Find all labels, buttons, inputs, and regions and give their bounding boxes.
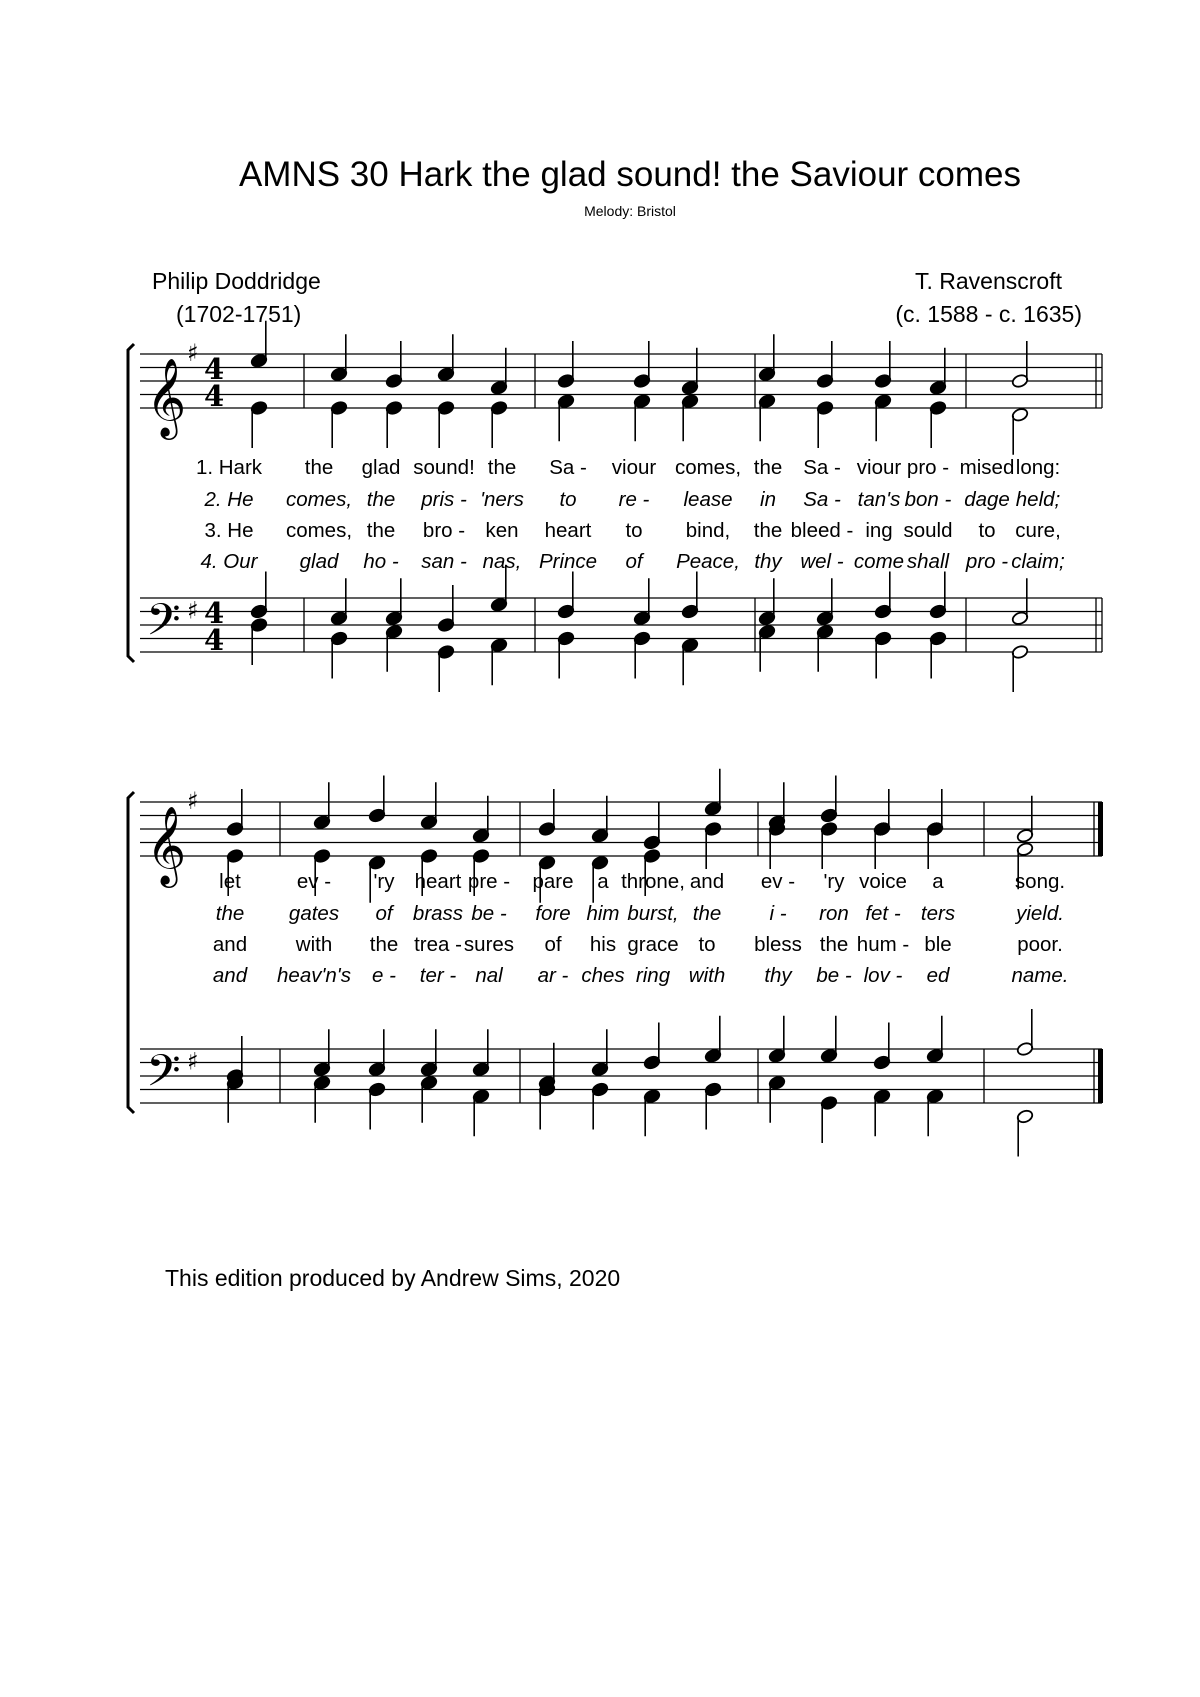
system-1-verse-4-syllable: 4. Our — [200, 550, 258, 573]
system-2-verse-1-syllable: ev - — [760, 870, 796, 893]
system-2-verse-4-syllable: be - — [816, 964, 852, 987]
system-2-verse-1-syllable: and — [689, 870, 725, 893]
final-barline-thick — [1098, 1049, 1103, 1103]
page-title: AMNS 30 Hark the glad sound! the Saviour comes — [238, 155, 1022, 194]
system-1-verse-2-syllable: tan's — [857, 488, 901, 511]
system-1-verse-2-syllable: held; — [1015, 488, 1061, 511]
system-1-verse-1-syllable: comes, — [674, 456, 742, 479]
system-2-verse-2-syllable: the — [215, 902, 245, 925]
system-1-verse-2-syllable: re - — [618, 488, 650, 511]
system-1-verse-4-syllable: wel - — [800, 550, 844, 573]
system-2-verse-2-syllable: gates — [288, 902, 340, 925]
system-2-verse-2-syllable: ters — [920, 902, 956, 925]
system-1-verse-3-syllable: sould — [903, 519, 953, 542]
system-1-verse-1-syllable: viour — [611, 456, 657, 479]
final-barline-thick — [1098, 802, 1103, 856]
system-1-verse-2-syllable: Sa - — [803, 488, 841, 511]
system-2-verse-3-syllable: and — [212, 933, 248, 956]
poet-name: Philip Doddridge — [152, 268, 321, 294]
system-2-verse-2-syllable: fet - — [865, 902, 901, 925]
system-2-verse-2-syllable: ron — [819, 902, 849, 925]
system-2-verse-3-syllable: poor. — [1017, 933, 1063, 956]
system-1-verse-3-syllable: ing — [865, 519, 893, 542]
system-1-verse-2-syllable: 'ners — [480, 488, 524, 511]
system-2-verse-3-syllable: hum - — [856, 933, 910, 956]
system-2-verse-4-syllable: nal — [475, 964, 503, 987]
system-1-verse-3-syllable: bro - — [422, 519, 466, 542]
system-2-verse-4-syllable: ring — [635, 964, 671, 987]
system-2-verse-4-syllable: ches — [581, 964, 625, 987]
system-1-verse-3-syllable: the — [366, 519, 396, 542]
system-2-verse-2-syllable: him — [586, 902, 620, 925]
system-2-verse-1-syllable: ev - — [296, 870, 332, 893]
lower-voices — [250, 565, 1029, 692]
system-2-verse-4-syllable: with — [688, 964, 726, 987]
system-2-verse-3-syllable: the — [369, 933, 399, 956]
system-1-verse-4-syllable: ho - — [363, 550, 399, 573]
system-1-verse-1-syllable: sound! — [413, 456, 475, 479]
system-2-verse-1-syllable: pare — [532, 870, 574, 893]
system-2-verse-3-syllable: bless — [754, 933, 802, 956]
sharp-icon: ♯ — [187, 1047, 199, 1076]
system-1-verse-2-syllable: to — [559, 488, 577, 511]
system-1-verse-3-syllable: bind, — [685, 519, 731, 542]
system-1-verse-1-syllable: Sa - — [549, 456, 587, 479]
system-1-verse-2-syllable: pris - — [421, 488, 467, 511]
system-bracket — [128, 792, 134, 1113]
system-1-verse-4-syllable: of — [625, 550, 643, 573]
system-1-verse-4-syllable: san - — [421, 550, 467, 573]
system-1-verse-1-syllable: the — [487, 456, 517, 479]
system-2-verse-2-syllable: yield. — [1016, 902, 1064, 925]
system-1-verse-3-syllable: comes, — [285, 519, 353, 542]
system-1-verse-1-syllable: pro - — [906, 456, 950, 479]
system-2-verse-3-syllable: sures — [463, 933, 515, 956]
system-2-verse-4-syllable: heav'n's — [277, 964, 351, 987]
sharp-icon: ♯ — [187, 339, 199, 367]
system-2-verse-1-syllable: voice — [859, 870, 907, 893]
system-1-verse-3-syllable: the — [753, 519, 783, 542]
system-1-verse-1-syllable: the — [304, 456, 334, 479]
system-1-verse-2-syllable: comes, — [285, 488, 353, 511]
system-1-verse-3-syllable: to — [625, 519, 643, 542]
system-2-verse-4-syllable: name. — [1011, 964, 1069, 987]
melody-subtitle: Melody: Bristol — [584, 203, 676, 219]
staff — [140, 1045, 1103, 1108]
staff — [140, 594, 1102, 658]
system-2-verse-4-syllable: e - — [372, 964, 396, 987]
system-1-verse-2-syllable: in — [760, 488, 776, 511]
system-1-verse-2-syllable: the — [366, 488, 396, 511]
bass-clef-icon: 𝄢 — [146, 1044, 181, 1108]
system-2-verse-1-syllable: 'ry — [823, 870, 845, 893]
system-2-verse-4-syllable: thy — [764, 964, 792, 987]
system-2-verse-1-syllable: song. — [1014, 870, 1066, 893]
system-2-verse-4-syllable: lov - — [863, 964, 903, 987]
composer-dates: (c. 1588 - c. 1635) — [895, 301, 1082, 327]
sharp-icon: ♯ — [187, 787, 199, 815]
system-1-verse-4-syllable: claim; — [1011, 550, 1065, 573]
system-2-verse-1-syllable: a — [597, 870, 609, 893]
staff — [140, 339, 1102, 440]
system-1-verse-4-syllable: glad — [299, 550, 339, 573]
lower-voices — [226, 1009, 1034, 1157]
system-2-verse-4-syllable: and — [212, 964, 248, 987]
system-2-verse-1-syllable: a — [932, 870, 944, 893]
time-signature-digit: 4 — [204, 596, 225, 630]
treble-clef-icon: 𝄞 — [146, 806, 187, 885]
time-signature-digit: 4 — [204, 352, 225, 386]
time-signature-digit: 4 — [204, 623, 225, 657]
system-1-verse-2-syllable: bon - — [904, 488, 952, 511]
system-2-verse-1-syllable: let — [219, 870, 241, 893]
system-2-verse-3-syllable: his — [589, 933, 617, 956]
system-1-verse-1-syllable: glad — [361, 456, 401, 479]
sharp-icon: ♯ — [187, 596, 199, 625]
edition-credit: This edition produced by Andrew Sims, 2020 — [165, 1265, 621, 1291]
system-1-verse-2-syllable: lease — [683, 488, 733, 511]
system-2-verse-1-syllable: 'ry — [373, 870, 395, 893]
system-2-verse-3-syllable: to — [698, 933, 716, 956]
system-2-verse-1-syllable: pre - — [467, 870, 511, 893]
system-2-verse-2-syllable: be - — [471, 902, 507, 925]
system-2-verse-2-syllable: brass — [412, 902, 464, 925]
upper-voices — [250, 321, 1029, 455]
system-2-verse-1-syllable: throne, — [621, 870, 685, 893]
system-1-verse-4-syllable: thy — [754, 550, 782, 573]
system-2-verse-3-syllable: ble — [924, 933, 952, 956]
system-1-verse-3-syllable: heart — [544, 519, 592, 542]
system-2-verse-3-syllable: trea - — [414, 933, 462, 956]
system-2-verse-3-syllable: grace — [627, 933, 679, 956]
system-1-verse-1-syllable: long: — [1015, 456, 1061, 479]
system-2-verse-4-syllable: ed — [926, 964, 950, 987]
system-1-verse-1-syllable: Sa - — [803, 456, 841, 479]
system-1-verse-3-syllable: to — [978, 519, 996, 542]
system-1-verse-3-syllable: cure, — [1015, 519, 1061, 542]
composer-name: T. Ravenscroft — [915, 268, 1062, 294]
system-1-verse-4-syllable: come — [853, 550, 905, 573]
system-2-verse-2-syllable: fore — [535, 902, 571, 925]
system-2-verse-2-syllable: i - — [769, 902, 787, 925]
system-1-verse-4-syllable: Prince — [538, 550, 598, 573]
system-1-verse-2-syllable: dage — [964, 488, 1010, 511]
system-2-verse-3-syllable: with — [295, 933, 333, 956]
time-signature-digit: 4 — [204, 379, 225, 413]
system-2-verse-4-syllable: ter - — [419, 964, 457, 987]
system-2-verse-2-syllable: the — [692, 902, 722, 925]
system-1-verse-4-syllable: nas, — [482, 550, 522, 573]
system-2-verse-3-syllable: the — [819, 933, 849, 956]
bass-clef-icon: 𝄢 — [146, 593, 181, 657]
system-1-verse-1-syllable: viour — [856, 456, 902, 479]
system-2-verse-2-syllable: of — [375, 902, 393, 925]
system-1-verse-3-syllable: 3. He — [204, 519, 254, 542]
system-2-verse-3-syllable: of — [544, 933, 562, 956]
system-1-verse-3-syllable: bleed - — [790, 519, 854, 542]
system-2-verse-4-syllable: ar - — [537, 964, 569, 987]
poet-dates: (1702-1751) — [176, 301, 302, 327]
system-1-verse-1-syllable: mised — [959, 456, 1015, 479]
system-2-verse-2-syllable: burst, — [627, 902, 679, 925]
system-bracket — [128, 344, 134, 662]
system-1-verse-4-syllable: shall — [906, 550, 950, 573]
system-1-verse-4-syllable: Peace, — [676, 550, 740, 573]
system-2-verse-1-syllable: heart — [414, 870, 462, 893]
treble-clef-icon: 𝄞 — [146, 358, 187, 437]
system-1-verse-1-syllable: 1. Hark — [195, 456, 263, 479]
system-1-verse-2-syllable: 2. He — [204, 488, 254, 511]
system-1-verse-3-syllable: ken — [485, 519, 519, 542]
system-1-verse-4-syllable: pro - — [965, 550, 1009, 573]
system-1-verse-1-syllable: the — [753, 456, 783, 479]
